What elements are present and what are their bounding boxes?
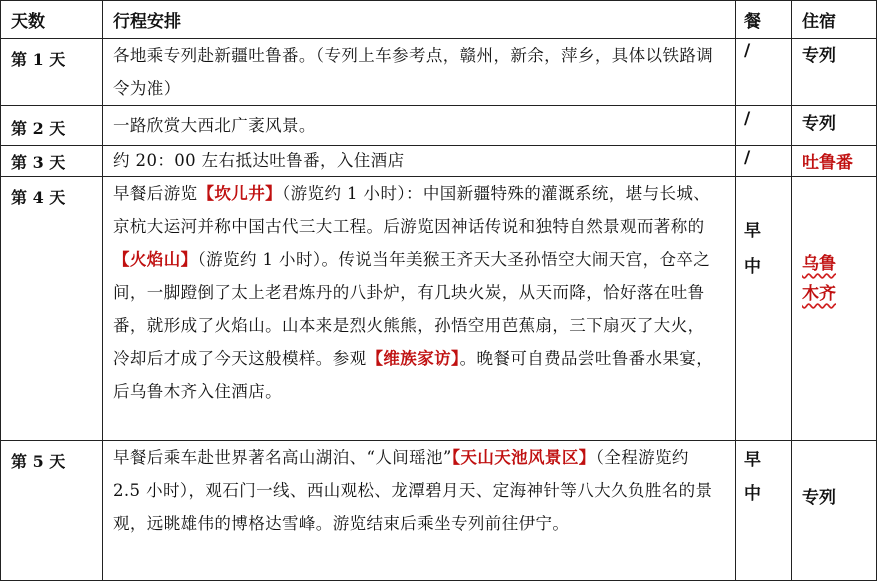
- highlight-attraction: 【火焰山】: [113, 250, 198, 269]
- highlight-attraction: 【天山天池风景区】: [451, 448, 596, 467]
- table-row: [1, 39, 877, 106]
- highlight-attraction: 【维族家访】: [366, 349, 460, 368]
- table-header-row: [1, 1, 877, 39]
- meal-cell: /: [736, 106, 792, 146]
- itinerary-text: 早餐后游览: [113, 184, 198, 203]
- header-itinerary: 行程安排: [103, 1, 736, 39]
- itinerary-cell: [103, 441, 736, 581]
- stay-cell: 专列: [792, 39, 877, 106]
- itinerary-text: 早餐后乘车赴世界著名高山湖泊、“人间瑶池”: [113, 448, 452, 467]
- stay-line: 木齐: [802, 284, 836, 304]
- itinerary-cell: 一路欣赏大西北广袤风景。: [103, 106, 736, 146]
- meal-lunch: 中: [744, 257, 761, 277]
- stay-cell: 专列: [792, 441, 877, 581]
- day-cell: 第 4 天: [1, 177, 103, 441]
- day-cell: 第 1 天: [1, 39, 103, 106]
- day-cell: 第 3 天: [1, 146, 103, 177]
- header-day: 天数: [1, 1, 103, 39]
- table-row: [1, 441, 877, 581]
- meal-cell: /: [736, 39, 792, 106]
- itinerary-cell: 各地乘专列赴新疆吐鲁番。（专列上车参考点，赣州，新余，萍乡，具体以铁路调令为准）: [103, 39, 736, 106]
- table-row: [1, 146, 877, 177]
- meal-cell: [736, 177, 792, 441]
- stay-cell: 吐鲁番: [792, 146, 877, 177]
- meal-cell: [736, 441, 792, 581]
- stay-cell: [792, 177, 877, 441]
- itinerary-text: （全程游览约 2.5 小时），观石门一线、西山观松、龙潭碧月天、定海神针等八大久负胜名的景观，远眺雄伟的博格达雪峰。游览结束后乘坐专列前往伊宁。: [113, 448, 713, 533]
- stay-line: 乌鲁: [802, 254, 836, 274]
- itinerary-cell: 约 20：00 左右抵达吐鲁番，入住酒店: [103, 146, 736, 177]
- itinerary-text: 。晚餐可自费品尝吐鲁番水果宴，后乌鲁木齐入住酒店。: [113, 349, 714, 401]
- meal-lunch: 中: [744, 484, 761, 504]
- header-meal: 餐: [736, 1, 792, 39]
- itinerary-text: （游览约 1 小时）：中国新疆特殊的灌溉系统，堪与长城、京杭大运河并称中国古代三大工程。后游览因神话传说和独特自然景观而著称的: [113, 184, 711, 236]
- meal-breakfast: 早: [744, 221, 761, 241]
- stay-cell: 专列: [792, 106, 877, 146]
- meal-cell: /: [736, 146, 792, 177]
- itinerary-cell: [103, 177, 736, 441]
- meal-breakfast: 早: [744, 450, 761, 470]
- highlight-attraction: 【坎儿井】: [197, 184, 282, 203]
- day-cell: 第 2 天: [1, 106, 103, 146]
- table-row: [1, 177, 877, 441]
- table-row: [1, 106, 877, 146]
- itinerary-text: （游览约 1 小时）。传说当年美猴王齐天大圣孙悟空大闹天宫，仓卒之间，一脚蹬倒了太上老君炼丹的八卦炉，有几块火炭，从天而降，恰好落在吐鲁番，就形成了火焰山。山本来是烈火熊熊，孙悟空用芭蕉扇，三下扇灭了大火，冷却后才成了今天这般模样。参观: [113, 250, 711, 368]
- day-cell: 第 5 天: [1, 441, 103, 581]
- header-stay: 住宿: [792, 1, 877, 39]
